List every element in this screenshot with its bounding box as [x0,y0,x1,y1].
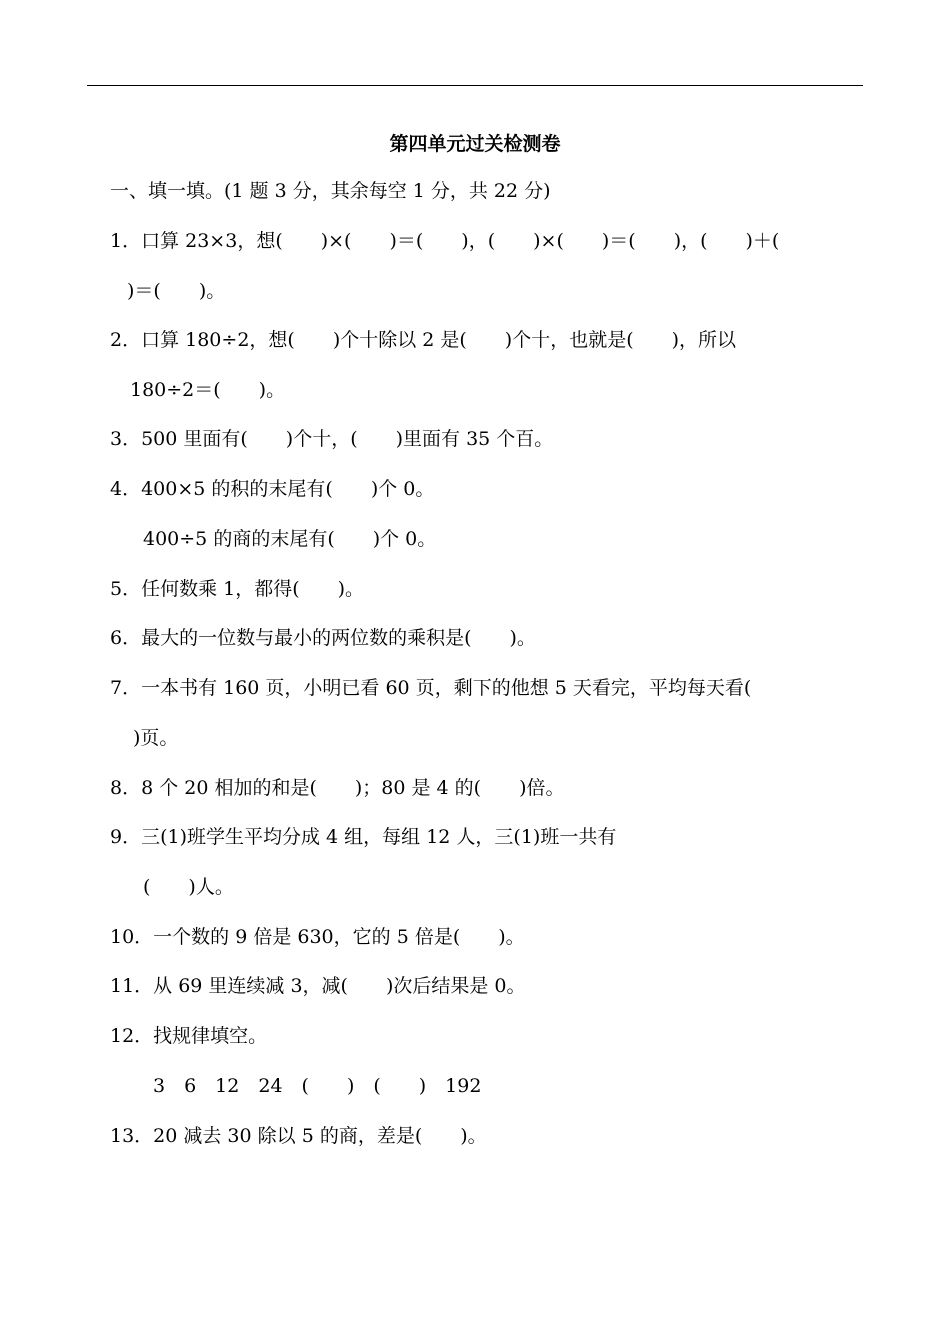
question-4-line-1: 4．400×5 的积的末尾有( )个 0。 [110,478,435,500]
question-9-line-1: 9．三(1)班学生平均分成 4 组，每组 12 人，三(1)班一共有 [110,826,617,848]
question-4-line-2: 400÷5 的商的末尾有( )个 0。 [143,528,437,550]
question-2-line-2: 180÷2＝( )。 [130,379,286,401]
question-10: 10．一个数的 9 倍是 630，它的 5 倍是( )。 [110,926,525,948]
question-8: 8．8 个 20 相加的和是( )；80 是 4 的( )倍。 [110,777,565,799]
question-7-line-1: 7．一本书有 160 页，小明已看 60 页，剩下的他想 5 天看完，平均每天看( [110,677,752,699]
question-1-line-2: )＝( )。 [127,280,226,302]
question-6: 6．最大的一位数与最小的两位数的乘积是( )。 [110,627,536,649]
question-2-line-1: 2．口算 180÷2，想( )个十除以 2 是( )个十，也就是( )，所以 [110,329,737,351]
question-12-sequence: 3 6 12 24 ( ) ( ) 192 [153,1075,482,1097]
question-12-line-1: 12．找规律填空。 [110,1025,268,1047]
page-title: 第四单元过关检测卷 [389,133,561,155]
question-11: 11．从 69 里连续减 3，减( )次后结果是 0。 [110,975,526,997]
section-heading: 一、填一填。(1 题 3 分，其余每空 1 分，共 22 分) [110,180,551,202]
question-9-line-2: ( )人。 [143,876,234,898]
question-1-line-1: 1．口算 23×3，想( )×( )＝( )，( )×( )＝( )，( )＋( [110,230,780,252]
question-5: 5．任何数乘 1，都得( )。 [110,578,365,600]
question-3: 3．500 里面有( )个十，( )里面有 35 个百。 [110,428,554,450]
header-rule [87,85,863,86]
question-7-line-2: )页。 [133,727,179,749]
question-13: 13．20 减去 30 除以 5 的商，差是( )。 [110,1125,487,1147]
